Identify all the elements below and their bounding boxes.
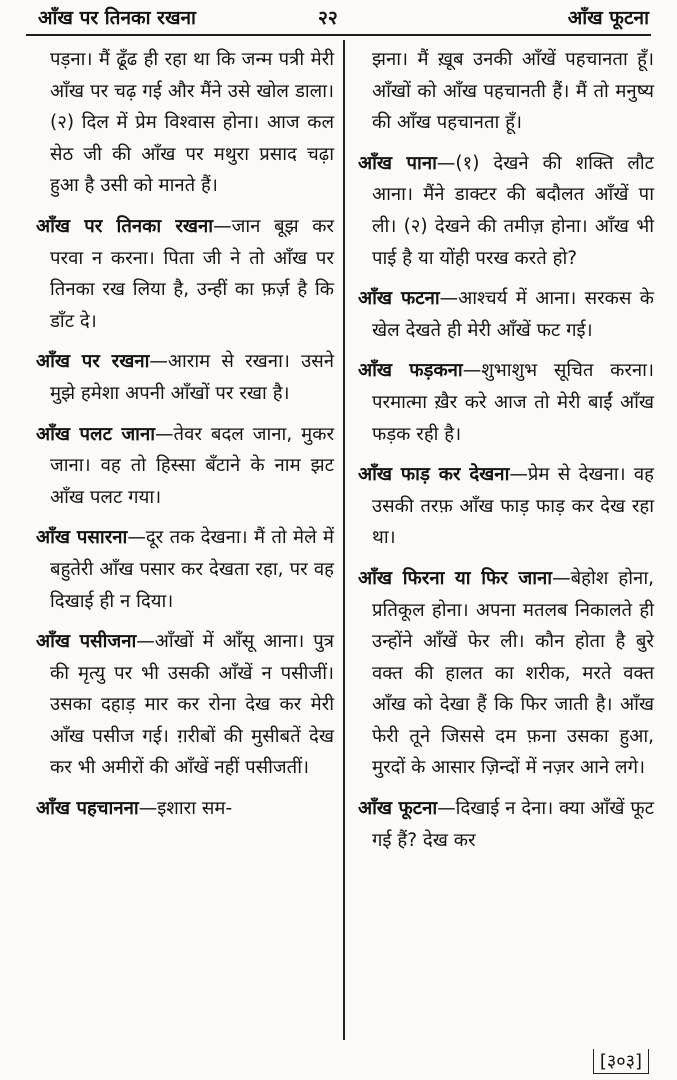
- dictionary-entry: [358, 563, 654, 784]
- entry-headword: आँख फाड़ कर देखना: [358, 464, 510, 486]
- entry-definition: —आँखों में आँसू आना। पुत्र की मृत्यु पर भी उसकी आँखें न पसीजीं। उसका दहाड़ मार कर रोना देख कर मेरी आँख पसीज गई। ग़रीबों की मुसीबतें देख कर भी अमीरों की आँखें नहीं पसीजतीं।: [50, 631, 335, 779]
- entry-headword: आँख फिरना या फिर जाना: [358, 567, 553, 589]
- entry-definition: —आराम से रखना। उसने मुझे हमेशा अपनी आँखों पर रखा है।: [50, 351, 334, 404]
- entry-continuation: पड़ना। मैं ढूँढ ही रहा था कि जन्म पत्री मेरी आँख पर चढ़ गई और मैंने उसे खोल डाला। (२) दिल में प्रेम विश्वास होना। आज कल सेठ जी की आँख पर मथुरा प्रसाद चढ़ा हुआ है उसी को मानते हैं।: [50, 49, 334, 197]
- entry-headword: आँख पर तिनका रखना: [36, 215, 214, 237]
- dictionary-entry: [36, 793, 334, 825]
- entry-definition: —जान बूझ कर परवा न करना। पिता जी ने तो आँख पर तिनका रख लिया है, उन्हीं का फ़र्ज़ है कि डाँट दे।: [50, 215, 334, 332]
- entry-headword: आँख पसीजना: [36, 631, 137, 653]
- dictionary-entry: [36, 346, 334, 409]
- dictionary-entry: [358, 148, 654, 274]
- entry-definition: —बेहोश होना, प्रतिकूल होना। अपना मतलब निकालते ही उन्होंने आँखें फेर ली। कौन होता है बुरे वक्त की हालत का शरीक, मरते वक्त आँख को देखा हैं कि फिर जाती है। आँख फेरी तूने जिससे दम फ़ना उसका हुआ, मुरदों के आसार ज़िन्दों में नज़र आने लगे।: [372, 567, 654, 779]
- entry-definition: —शुभाशुभ सूचित करना। परमात्मा ख़ैर करे आज तो मेरी बाईं आँख फड़क रही है।: [372, 360, 654, 445]
- entry-definition: —इशारा सम-: [138, 798, 233, 820]
- dictionary-entry: [36, 419, 334, 514]
- entry-headword: आँख पलट जाना: [36, 423, 156, 445]
- entry-continuation: झना। मैं ख़ूब उनकी आँखें पहचानता हूँ। आँखों को आँख पहचानती हैं। मैं तो मनुष्य की आँख पहचानता हूँ।: [372, 49, 654, 134]
- entry-definition: —आश्चर्य में आना। सरकस के खेल देखते ही मेरी आँखें फट गई।: [372, 288, 654, 341]
- dictionary-entry: [358, 793, 654, 856]
- right-column: [358, 44, 654, 865]
- entry-headword: आँख पाना: [358, 152, 437, 174]
- dictionary-entry: [358, 355, 654, 450]
- entry-definition: —तेवर बदल जाना, मुकर जाना। वह तो हिस्सा बँटाने के नाम झट आँख पलट गया।: [50, 423, 335, 508]
- dictionary-entry: [36, 211, 334, 337]
- entry-headword: आँख फटना: [358, 288, 440, 310]
- column-divider: [343, 40, 345, 1040]
- footer-page-number: [३०३]: [593, 1049, 649, 1074]
- dictionary-entry: [36, 626, 334, 784]
- entry-headword: आँख फड़कना: [358, 360, 463, 382]
- entry-headword: आँख पसारना: [36, 527, 128, 549]
- running-head-right: आँख फूटना: [567, 7, 649, 29]
- header-page-number: २२: [318, 7, 338, 29]
- running-head-left: आँख पर तिनका रखना: [38, 7, 196, 29]
- header-rule: [26, 34, 651, 36]
- entry-headword: आँख फूटना: [358, 798, 438, 820]
- entry-definition: —दिखाई न देना। क्या आँखें फूट गई हैं? देख कर: [372, 798, 654, 851]
- dictionary-entry: [36, 522, 334, 617]
- dictionary-entry: [358, 283, 654, 346]
- left-column: [36, 44, 334, 834]
- dictionary-entry: [358, 459, 654, 554]
- entry-headword: आँख पहचानना: [36, 798, 139, 820]
- entry-definition: —दूर तक देखना। मैं तो मेले में बहुतेरी आँख पसार कर देखता रहा, पर वह दिखाई ही न दिया।: [50, 527, 334, 612]
- entry-definition: —प्रेम से देखना। वह उसकी तरफ़ आँख फाड़ फाड़ कर देख रहा था।: [372, 464, 655, 549]
- entry-definition: —(१) देखने की शक्ति लौट आना। मैंने डाक्टर की बदौलत आँखें पा ली। (२) देखने की तमीज़ होना। आँख भी पाई है या योंही परख करते हो?: [372, 152, 655, 269]
- entry-headword: आँख पर रखना: [36, 351, 150, 373]
